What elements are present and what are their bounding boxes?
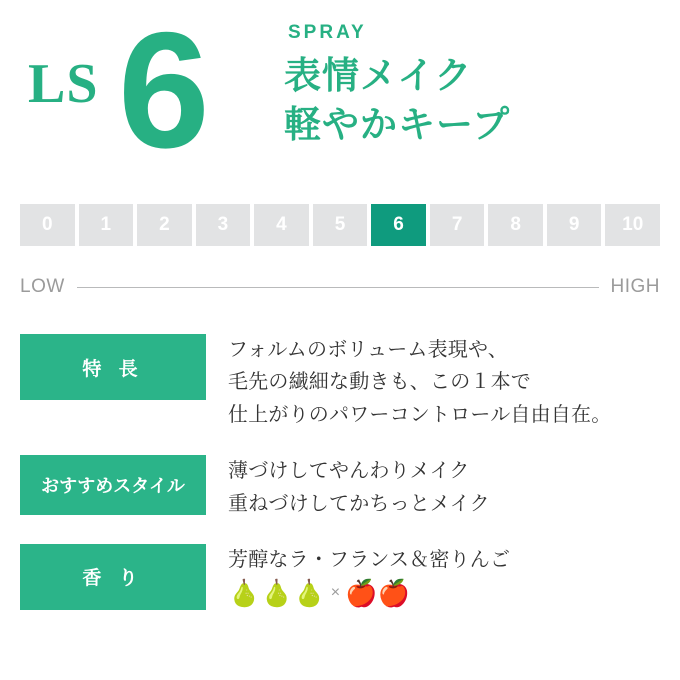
- features-line-1: フォルムのボリューム表現や、: [228, 339, 508, 361]
- recommended-style-line-1: 薄づけしてやんわりメイク: [228, 460, 470, 483]
- fragrance-fruit-icons: [228, 578, 510, 609]
- info-row-features: [20, 334, 660, 431]
- scale-cell-10: 10: [605, 204, 660, 246]
- scale-cell-0: 0: [20, 204, 75, 246]
- info-row-recommended-style: [20, 455, 660, 520]
- pear-icon: 🍐🍐🍐: [228, 578, 326, 609]
- scale-low-label: LOW: [20, 276, 65, 297]
- scale-high-label: HIGH: [610, 276, 660, 297]
- info-row-recommended-style-body: [206, 455, 490, 520]
- scale-cell-9: 9: [547, 204, 602, 246]
- fragrance-line-1: 芳醇なラ・フランス＆密りんご: [228, 548, 511, 571]
- scale-cells: [20, 204, 660, 246]
- info-rows: [20, 334, 660, 610]
- info-row-features-body: [206, 334, 611, 431]
- strength-scale: [20, 204, 660, 264]
- apple-icon: 🍎🍎: [345, 578, 411, 609]
- info-row-recommended-style-label: おすすめスタイル: [20, 455, 206, 515]
- scale-divider-line: [77, 287, 599, 288]
- scale-cell-8: 8: [488, 204, 543, 246]
- catchcopy: [284, 52, 510, 150]
- catchcopy-line-1: 表情メイク: [284, 55, 473, 96]
- info-row-fragrance-label: 香 り: [20, 544, 206, 610]
- level-number: 6: [118, 0, 206, 182]
- info-row-features-label: 特 長: [20, 334, 206, 400]
- scale-range-labels: [20, 274, 660, 300]
- scale-cell-2: 2: [137, 204, 192, 246]
- scale-cell-3: 3: [196, 204, 251, 246]
- brand-text: LS: [28, 53, 99, 115]
- catchcopy-line-2: 軽やかキープ: [284, 103, 511, 145]
- times-icon: ×: [330, 584, 341, 602]
- features-line-3: 仕上がりのパワーコントロール自由自在。: [228, 403, 612, 426]
- spray-label: SPRAY: [288, 22, 367, 43]
- header: [0, 0, 680, 204]
- scale-cell-4: 4: [254, 204, 309, 246]
- scale-cell-1: 1: [79, 204, 134, 246]
- info-row-fragrance-body: [206, 544, 511, 609]
- info-row-fragrance: [20, 544, 660, 610]
- scale-cell-5: 5: [313, 204, 368, 246]
- recommended-style-line-2: 重ねづけしてかちっとメイク: [228, 492, 490, 515]
- scale-cell-6-active: 6: [371, 204, 426, 246]
- features-line-2: 毛先の繊細な動きも、この１本で: [228, 371, 531, 394]
- scale-cell-7: 7: [430, 204, 485, 246]
